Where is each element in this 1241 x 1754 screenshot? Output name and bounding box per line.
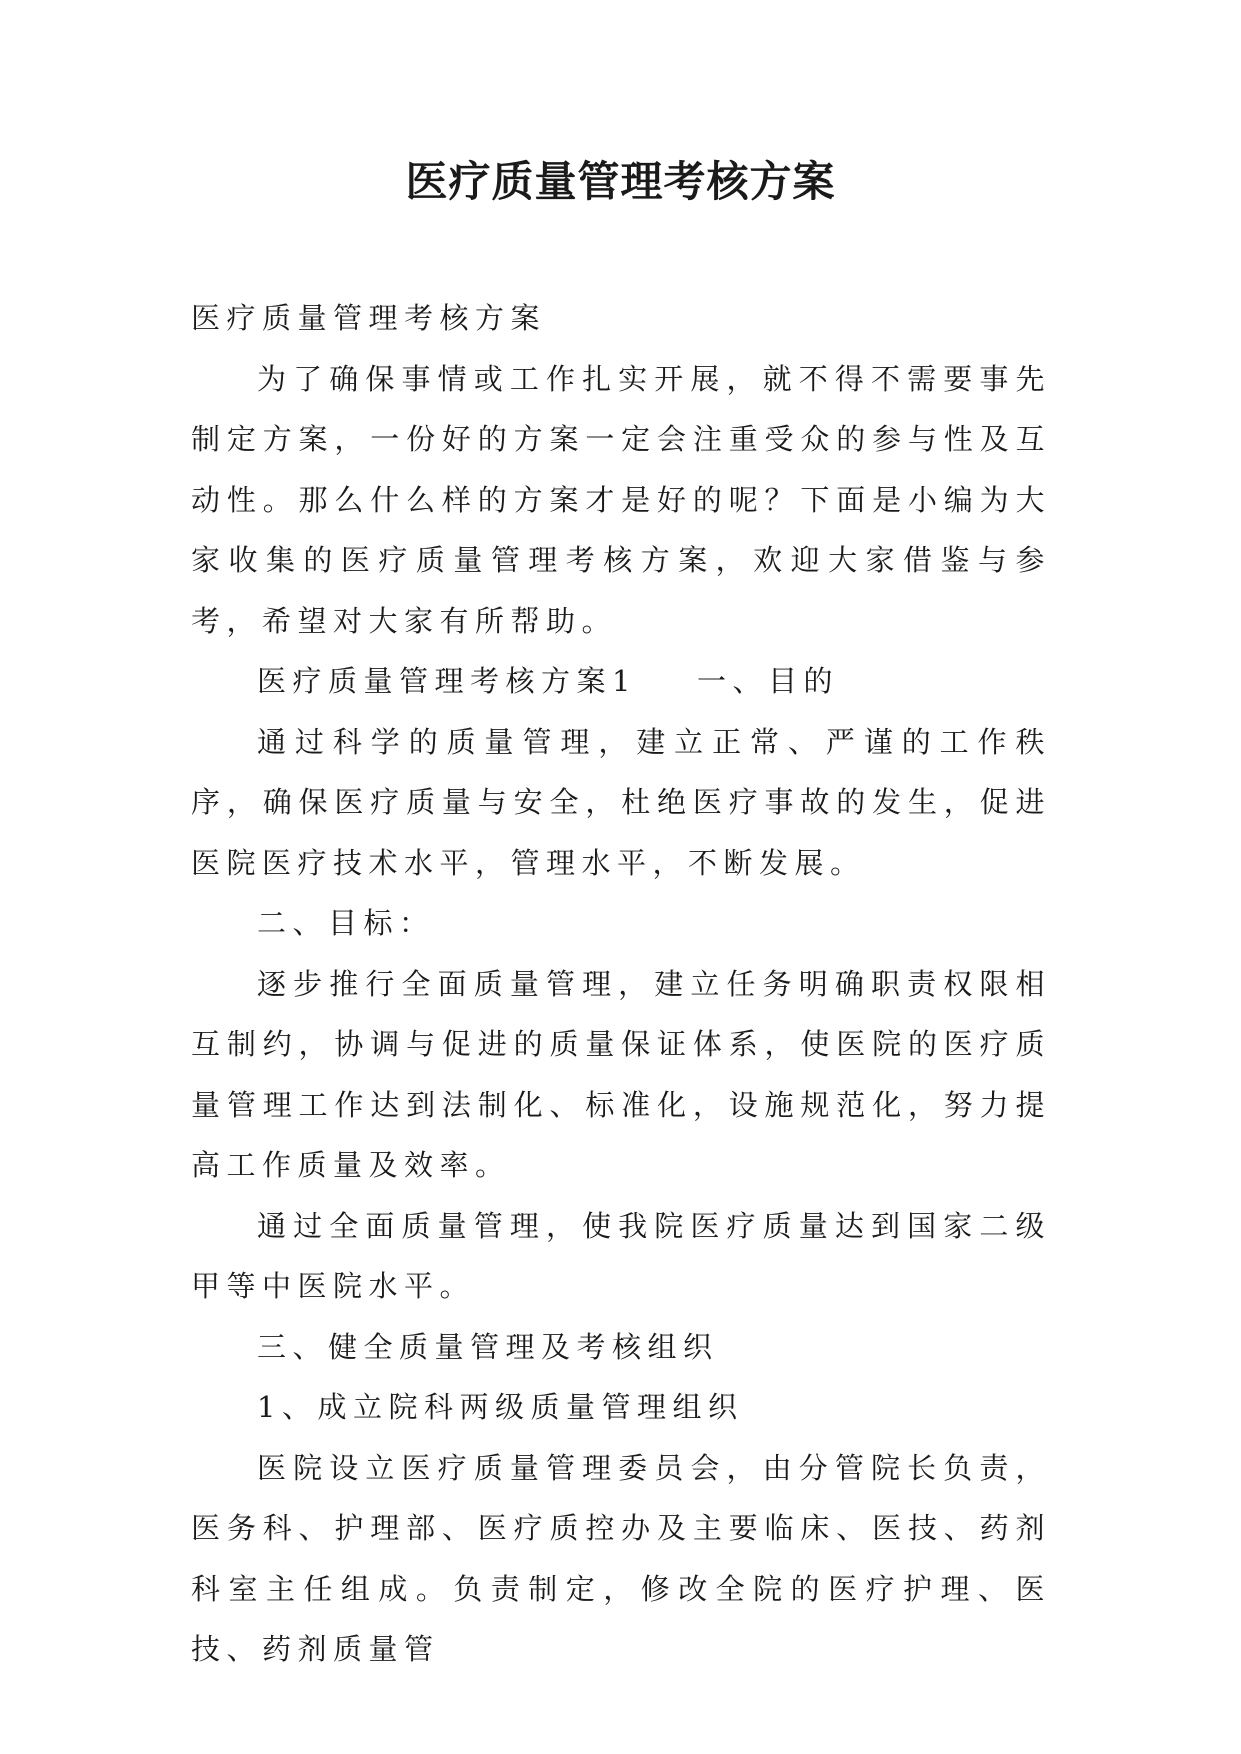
document-title: 医疗质量管理考核方案 [405,157,836,206]
section-heading-purpose: 一、目的 [696,664,839,698]
document-subtitle: 医疗质量管理考核方案 [191,301,547,335]
section-heading-line [191,651,1051,712]
purpose-paragraph: 通过科学的质量管理，建立正常、严谨的工作秩序，确保医疗质量与安全，杜绝医疗事故的发生，促进医院医疗技术水平，管理水平，不断发展。 [191,724,1051,880]
document-body [191,288,1051,1680]
goal-heading: 二、目标： [257,906,435,940]
goal-paragraph-1: 逐步推行全面质量管理，建立任务明确职责权限相互制约，协调与促进的质量保证体系，使医院的医疗质量管理工作达到法制化、标准化，设施规范化，努力提高工作质量及效率。 [191,966,1051,1182]
intro-paragraph: 为了确保事情或工作扎实开展，就不得不需要事先制定方案，一份好的方案一定会注重受众的参与性及互动性。那么什么样的方案才是好的呢？下面是小编为大家收集的医疗质量管理考核方案，欢迎大家借鉴与参考，希望对大家有所帮助。 [191,361,1051,638]
goal-paragraph-2: 通过全面质量管理，使我院医疗质量达到国家二级甲等中医院水平。 [191,1208,1051,1303]
org-paragraph: 医院设立医疗质量管理委员会，由分管院长负责，医务科、护理部、医疗质控办及主要临床、医技、药剂科室主任组成。负责制定，修改全院的医疗护理、医技、药剂质量管 [191,1450,1051,1666]
section-heading-plan: 医疗质量管理考核方案1 [257,664,637,698]
org-sub-heading: 1、成立院科两级质量管理组织 [257,1390,744,1424]
org-heading: 三、健全质量管理及考核组织 [257,1329,719,1364]
